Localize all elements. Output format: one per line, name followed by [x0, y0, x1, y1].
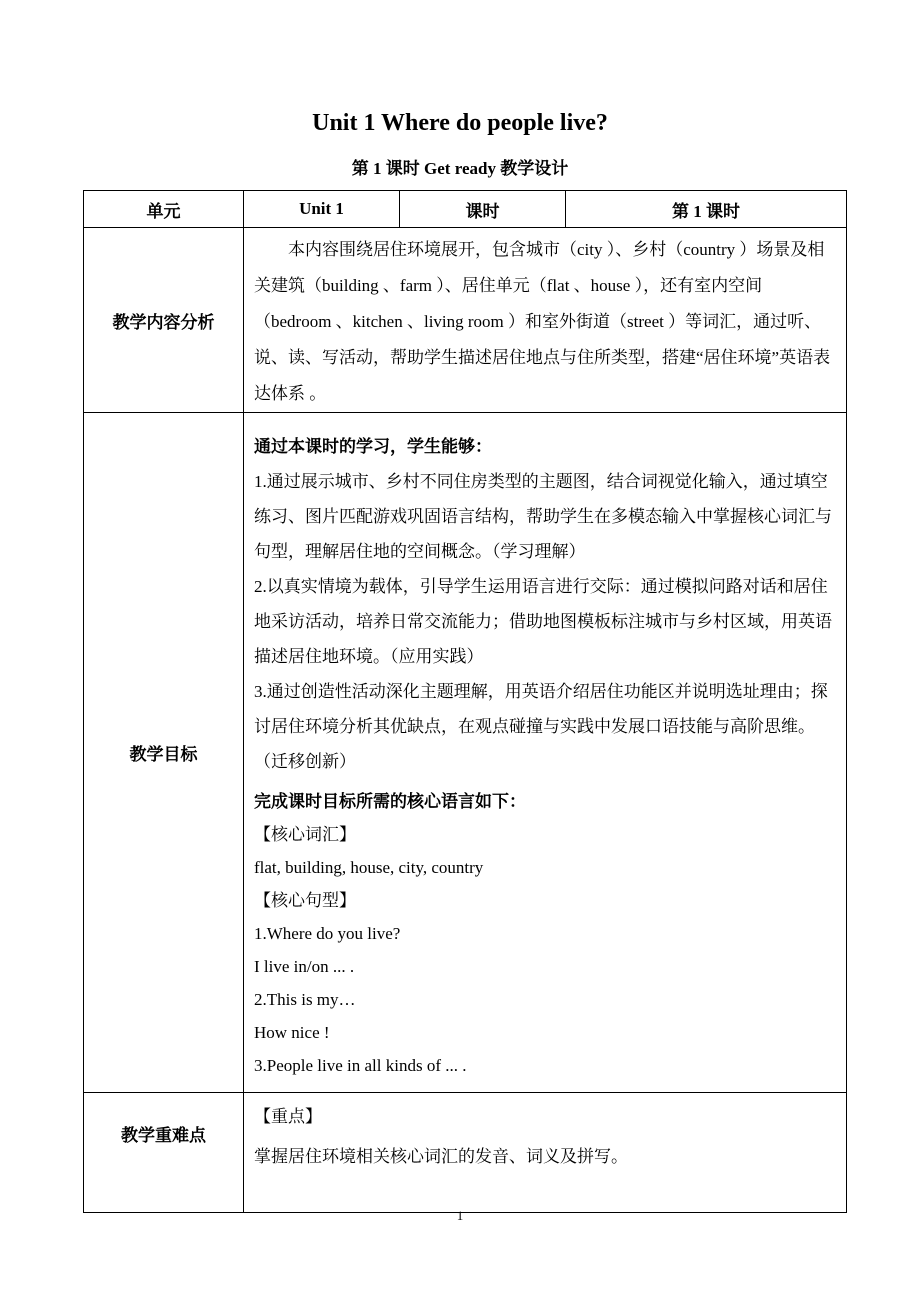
content-analysis-label: 教学内容分析	[84, 228, 244, 413]
objective-item-2: 2.以真实情境为载体，引导学生运用语言进行交际：通过模拟问路对话和居住地采访活动，培养日常交流能力；借助地图模板标注城市与乡村区域，用英语描述居住地环境。（应用实践）	[254, 577, 832, 666]
language-intro: 完成课时目标所需的核心语言如下：	[254, 792, 526, 811]
objectives-cell	[244, 413, 847, 1093]
sentence-3: 2.This is my…	[254, 990, 356, 1009]
sentence-4: How nice !	[254, 1023, 330, 1042]
document-subtitle: 第 1 课时 Get ready 教学设计	[351, 159, 569, 178]
vocab-label: 【核心词汇】	[254, 825, 356, 844]
lesson-plan-table	[83, 190, 847, 1213]
unit-value: Unit 1	[244, 191, 400, 228]
objective-item-1: 1.通过展示城市、乡村不同住房类型的主题图，结合词视觉化输入，通过填空练习、图片匹配游戏巩固语言结构，帮助学生在多模态输入中掌握核心词汇与句型，理解居住地的空间概念。（学习理解）	[254, 472, 832, 561]
document-title: Unit 1 Where do people live?	[312, 110, 608, 136]
focus-text: 掌握居住环境相关核心词汇的发音、词义及拼写。	[254, 1147, 628, 1166]
period-label: 课时	[400, 191, 566, 228]
key-points-cell	[244, 1093, 847, 1213]
objective-item-3: 3.通过创造性活动深化主题理解，用英语介绍居住功能区并说明选址理由；探讨居住环境分析其优缺点，在观点碰撞与实践中发展口语技能与高阶思维。（迁移创新）	[254, 682, 828, 771]
vocab-list: flat, building, house, city, country	[254, 858, 484, 877]
focus-label: 【重点】	[254, 1107, 322, 1126]
sentence-5: 3.People live in all kinds of ... .	[254, 1056, 467, 1075]
objectives-label: 教学目标	[84, 413, 244, 1093]
objectives-row	[84, 413, 847, 1093]
key-points-row	[84, 1093, 847, 1213]
content-analysis-row	[84, 228, 847, 413]
content-analysis-cell	[244, 228, 847, 413]
header-row	[84, 191, 847, 228]
sentence-2: I live in/on ... .	[254, 957, 355, 976]
sentence-label: 【核心句型】	[254, 891, 356, 910]
key-points-label: 教学重难点	[84, 1093, 244, 1213]
page-number: 1	[456, 1208, 464, 1223]
unit-label: 单元	[84, 191, 244, 228]
period-value: 第 1 课时	[566, 191, 847, 228]
sentence-1: 1.Where do you live?	[254, 924, 401, 943]
content-analysis-text: 本内容围绕居住环境展开，包含城市（city ）、乡村（country ）场景及相关建筑（building 、farm ）、居住单元（flat 、house ），还有室内空间（bedroom 、kitchen 、living room ）和室外街道（street ）等词汇，通过听、说、读、写活动，帮助学生描述居住地点与住所类型，搭建“居住环境”英语表达体系 。	[254, 240, 831, 403]
objectives-intro: 通过本课时的学习，学生能够：	[254, 437, 492, 456]
